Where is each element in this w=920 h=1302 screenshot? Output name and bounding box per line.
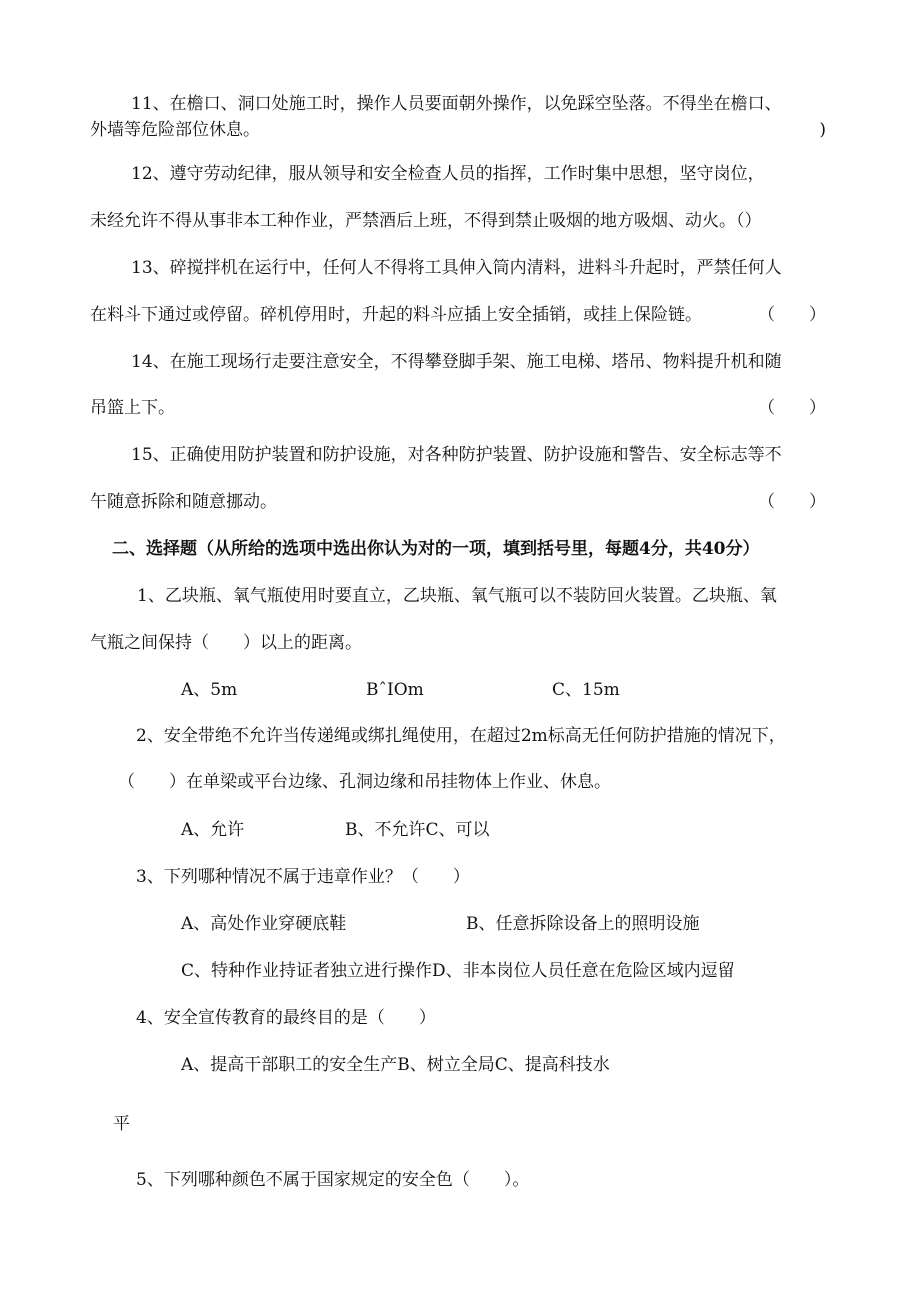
q1-option-c: C、15m [552, 680, 620, 700]
tf-12-line1: 12、遵守劳动纪律，服从领导和安全检查人员的指挥，工作时集中思想，坚守岗位， [131, 164, 765, 184]
q1-option-b: BˆIOm [366, 680, 424, 700]
tf-11-line1: 11、在檐口、洞口处施工时，操作人员要面朝外操作，以免踩空坠落。不得坐在檐口、 [131, 94, 782, 114]
q3-line1: 3、下列哪种情况不属于违章作业？（ ） [136, 867, 470, 887]
q2-line2: （ ）在单梁或平台边缘、孔洞边缘和吊挂物体上作业、休息。 [118, 772, 611, 792]
q4-line1: 4、安全宣传教育的最终目的是（ ） [136, 1008, 436, 1028]
tf-12-line2: 未经允许不得从事非本工种作业，严禁酒后上班，不得到禁止吸烟的地方吸烟、动火。（） [90, 211, 762, 231]
tf-15-line1: 15、正确使用防护装置和防护设施，对各种防护装置、防护设施和警告、安全标志等不 [131, 445, 782, 465]
q5-line1: 5、下列哪种颜色不属于国家规定的安全色（ ）。 [136, 1170, 530, 1190]
tf-11-line2: 外墙等危险部位休息。 [90, 120, 260, 140]
tf-13-line2: 在料斗下通过或停留。碎机停用时，升起的料斗应插上安全插销，或挂上保险链。 [90, 305, 702, 325]
q1-line2: 气瓶之间保持（ ）以上的距离。 [90, 633, 362, 653]
tf-14-line2: 吊篮上下。 [90, 398, 175, 418]
tf-15-line2: 午随意拆除和随意挪动。 [90, 492, 277, 512]
tf-13-line1: 13、碎搅拌机在运行中，任何人不得将工具伸入筒内清料，进料斗升起时，严禁任何人 [131, 258, 782, 278]
tf-13-answer: （ ） [758, 305, 826, 325]
tf-11-answer: ) [819, 120, 826, 140]
tf-14-line1: 14、在施工现场行走要注意安全，不得攀登脚手架、施工电梯、塔吊、物料提升机和随 [131, 352, 782, 372]
q3-option-cd: C、特种作业持证者独立进行操作D、非本岗位人员任意在危险区域内逗留 [181, 961, 735, 981]
q2-line1: 2、安全带绝不允许当传递绳或绑扎绳使用，在超过2m标高无任何防护措施的情况下， [136, 726, 786, 746]
q3-option-a: A、高处作业穿硬底鞋 [181, 914, 347, 934]
q1-option-a: A、5m [181, 680, 238, 700]
q4-options: A、提高干部职工的安全生产B、树立全局C、提高科技水 [181, 1055, 610, 1075]
q4-options-wrap: 平 [113, 1114, 130, 1134]
section-heading: 二、选择题（从所给的选项中选出你认为对的一项，填到括号里，每题4分，共40分） [112, 539, 760, 559]
q2-option-a: A、允许 [181, 820, 245, 840]
tf-14-answer: （ ） [758, 398, 826, 418]
q3-option-b: B、任意拆除设备上的照明设施 [466, 914, 700, 934]
q2-option-bc: B、不允许C、可以 [345, 820, 490, 840]
tf-15-answer: （ ） [758, 492, 826, 512]
q1-line1: 1、乙块瓶、氧气瓶使用时要直立，乙块瓶、氧气瓶可以不装防回火装置。乙块瓶、氧 [137, 586, 777, 606]
